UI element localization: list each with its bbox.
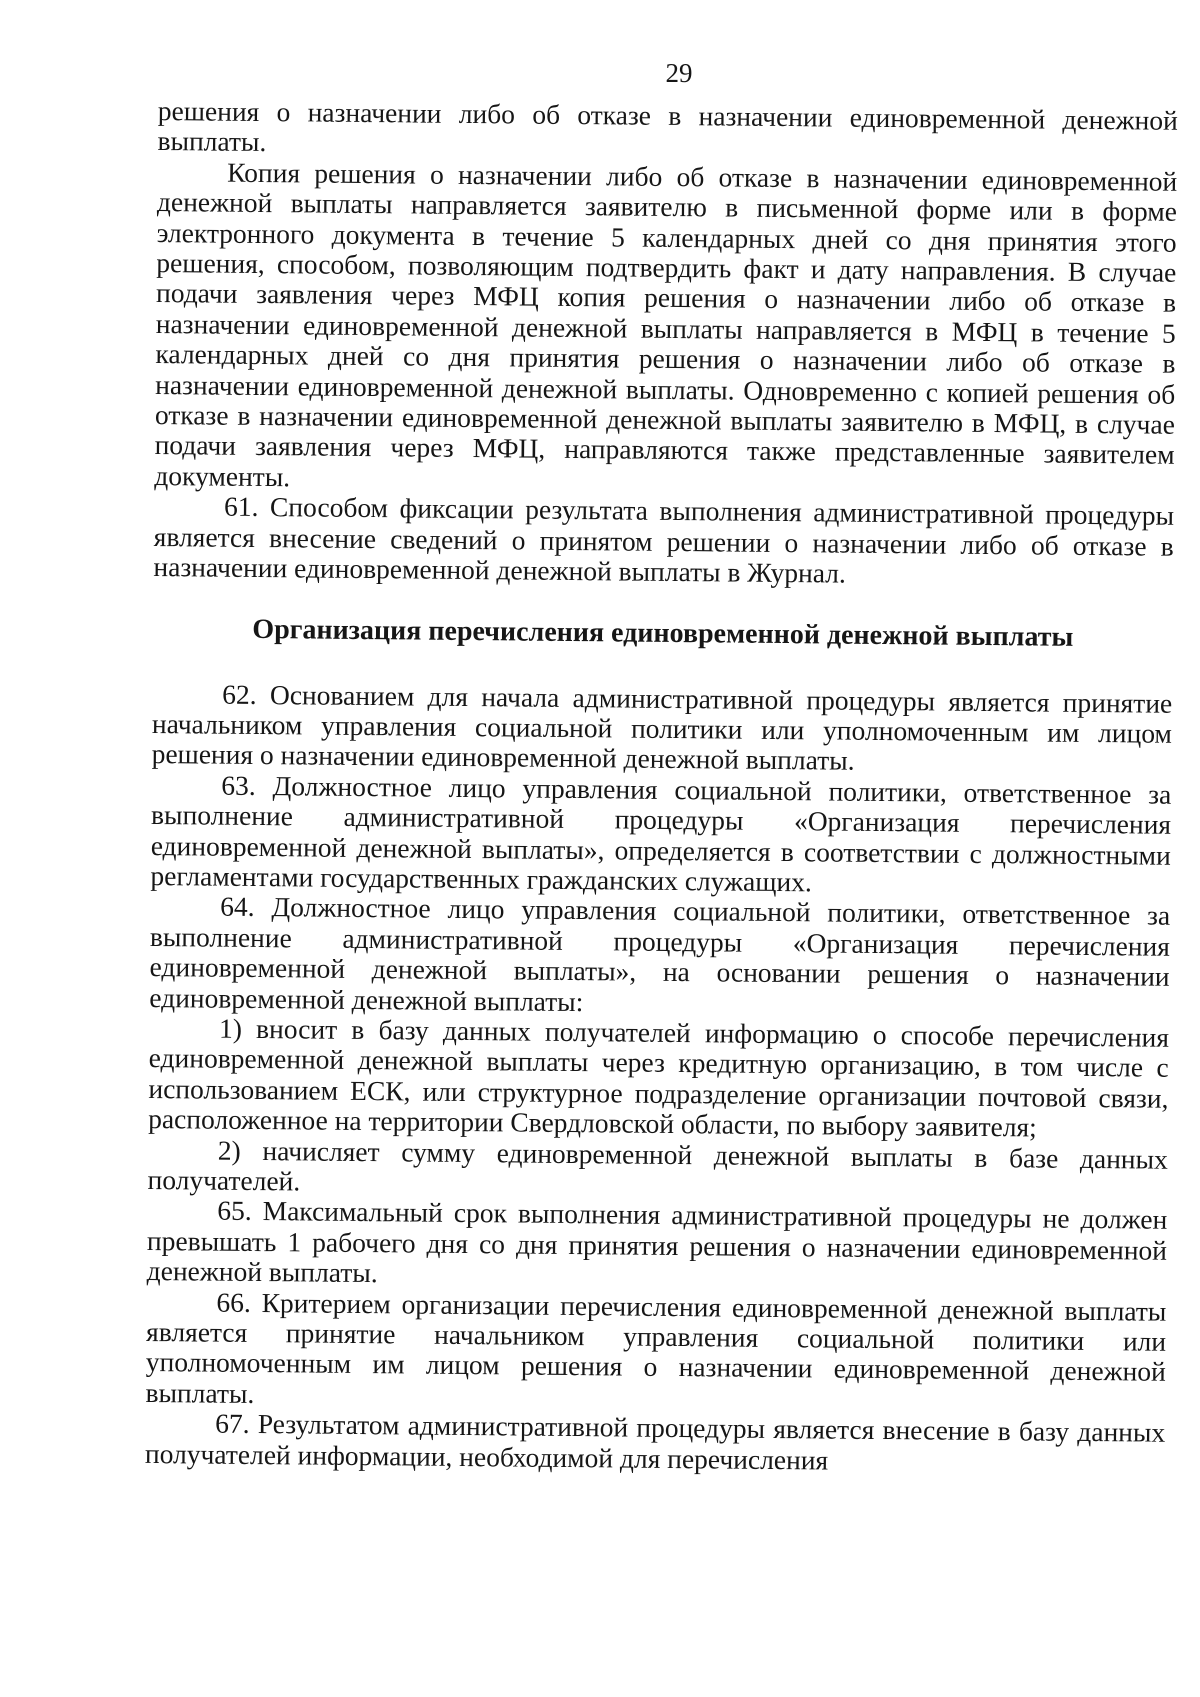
paragraph-64-item-1: 1) вносит в базу данных получателей информацию о способе перечисления единовременной денежной выплаты через кредитную организацию, в том числе с использованием ЕСК, или структурное подразделение организации почтовой связи, расположенное на территории Свердловской области, по выбору заявителя; xyxy=(148,1012,1170,1143)
document-body xyxy=(145,96,1178,1479)
paragraph-62: 62. Основанием для начала административной процедуры является принятие начальником управления социальной политики или уполномоченным им лицом решения о назначении единовременной денежной выплаты. xyxy=(151,678,1173,777)
paragraph-copy-of-decision: Копия решения о назначении либо об отказе в назначении единовременной денежной выплаты направляется заявителю в письменной форме или в форме электронного документа в течение 5 календарных дней со дня принятия этого решения, способом, позволяющим подтвердить факт и дату направления. В случае подачи заявления через МФЦ копия решения о назначении либо об отказе в назначении единовременной денежной выплаты направляется в МФЦ в течение 5 календарных дней со дня принятия решения о назначении либо об отказе в назначении единовременной денежной выплаты. Одновременно с копией решения об отказе в назначении единовременной денежной выплаты заявителю в МФЦ, в случае подачи заявления через МФЦ, направляются также представленные заявителем документы. xyxy=(154,156,1178,493)
paragraph-61: 61. Способом фиксации результата выполнения административной процедуры является внесение сведений о принятом решении о назначении либо об отказе в назначении единовременной денежной выплаты в Журнал. xyxy=(153,490,1175,589)
page-number: 29 xyxy=(665,58,693,88)
paragraph-63: 63. Должностное лицо управления социальной политики, ответственное за выполнение административной процедуры «Организация перечисления единовременной денежной выплаты», определяется в соответствии с должностными регламентами государственных гражданских служащих. xyxy=(150,769,1172,898)
paragraph-64: 64. Должностное лицо управления социальной политики, ответственное за выполнение административной процедуры «Организация перечисления единовременной денежной выплаты», на основании решения о назначении единовременной денежной выплаты: xyxy=(149,890,1171,1017)
paragraph-64-item-2: 2) начисляет сумму единовременной денежной выплаты в базе данных получателей. xyxy=(147,1134,1168,1197)
paragraph-65: 65. Максимальный срок выполнения административной процедуры не должен превышать 1 рабочего дня со дня принятия решения о назначении единовременной денежной выплаты. xyxy=(146,1195,1168,1289)
paragraph-continuation: решения о назначении либо об отказе в назначении единовременной денежной выплаты. xyxy=(157,95,1178,158)
paragraph-67: 67. Результатом административной процедуры является внесение в базу данных получателей информации, необходимой для перечисления xyxy=(144,1407,1166,1476)
section-heading: Организация перечисления единовременной денежной выплаты xyxy=(252,613,1074,653)
paragraph-66: 66. Критерием организации перечисления единовременной денежной выплаты является принятие начальником управления социальной политики или уполномоченным им лицом решения о назначении единовременной денежной выплаты. xyxy=(145,1286,1167,1409)
